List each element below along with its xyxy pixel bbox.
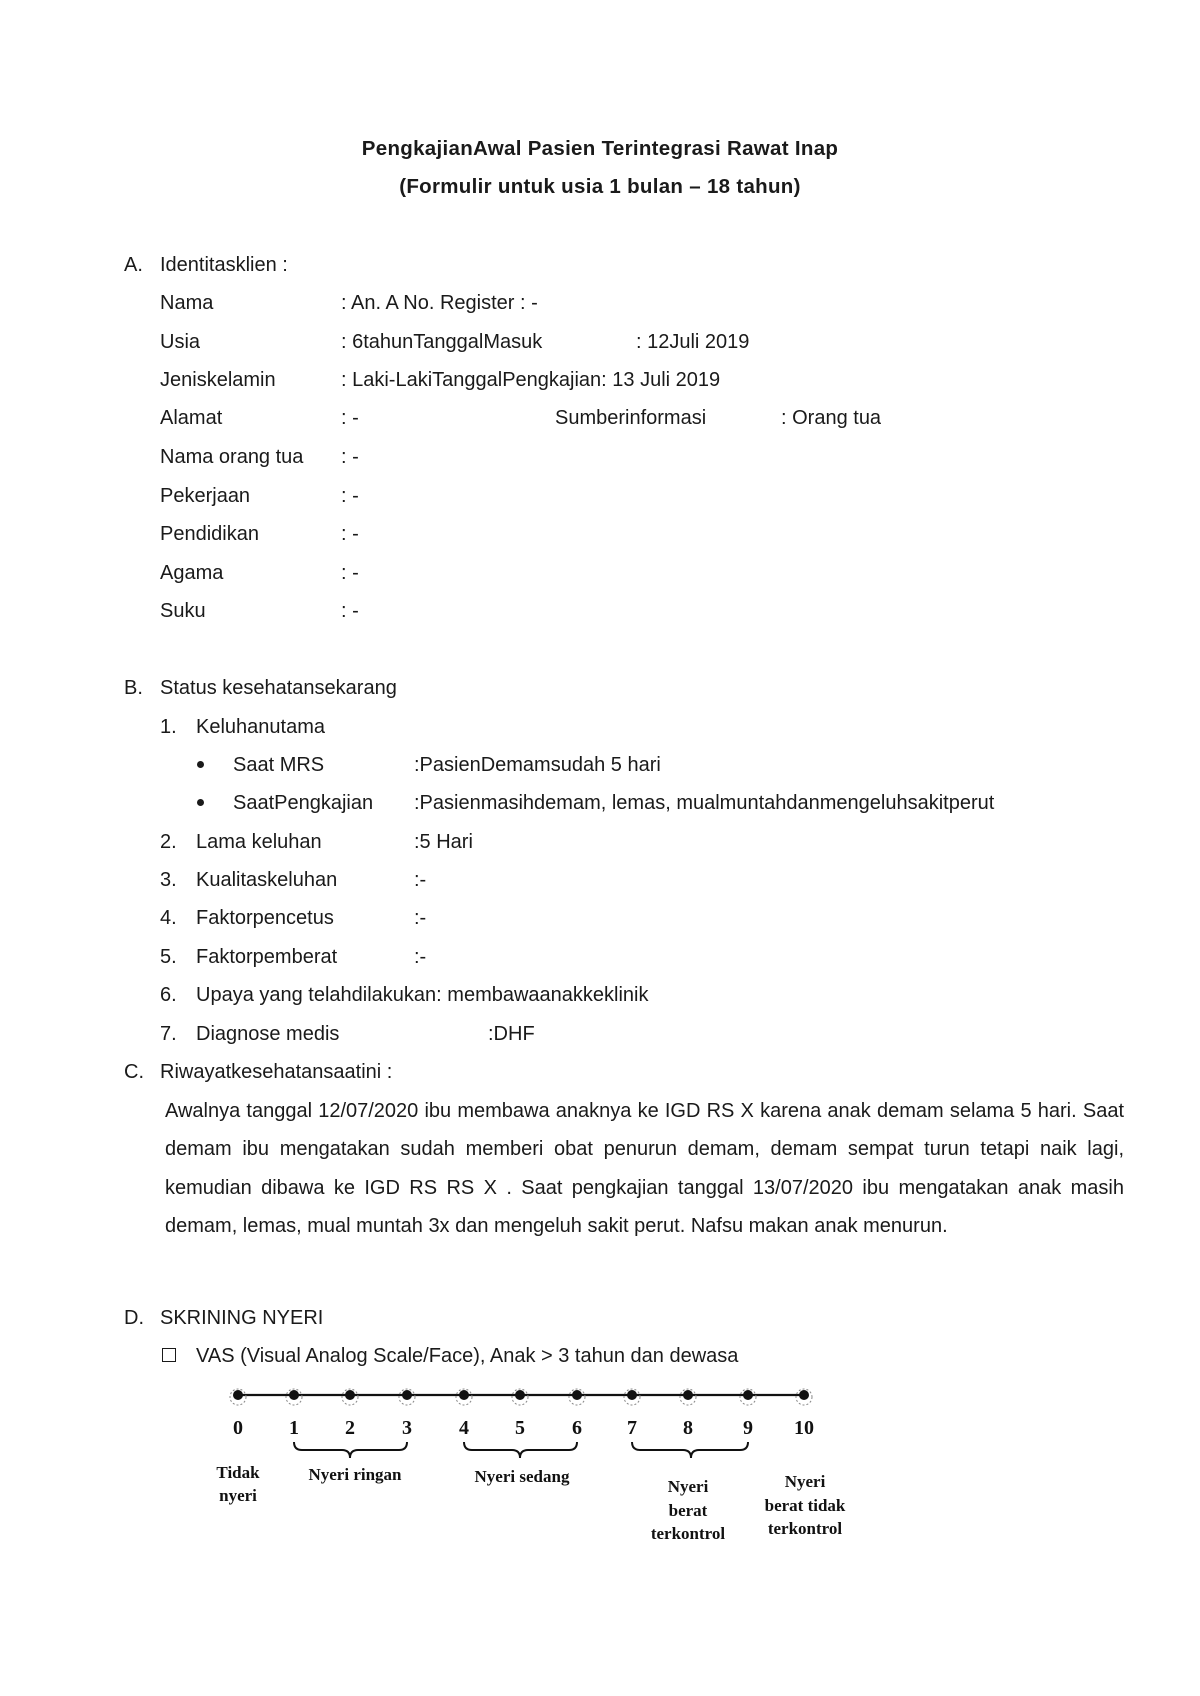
list-label: Keluhanutama: [196, 716, 325, 738]
field-value: : -: [341, 600, 359, 622]
section-heading: Riwayatkesehatansaatini :: [160, 1061, 393, 1083]
vas-checkbox[interactable]: [162, 1348, 176, 1362]
list-number: 2.: [160, 831, 177, 853]
cat-severe-line1: Nyeri: [667, 1477, 709, 1496]
list-value: :DHF: [488, 1023, 535, 1045]
field-label: Agama: [160, 562, 224, 584]
scale-numbers: [233, 1417, 814, 1439]
scale-number: 7: [627, 1417, 637, 1439]
section-heading: SKRINING NYERI: [160, 1307, 324, 1329]
field-label: Sumberinformasi: [555, 407, 707, 429]
cat-uncontrolled-line2: berat tidak: [764, 1496, 846, 1515]
cat-severe-line2: berat: [668, 1501, 708, 1520]
field-label: Nama: [160, 292, 214, 314]
list-number: 5.: [160, 946, 177, 968]
form-subtitle: (Formulir untuk usia 1 bulan – 18 tahun): [399, 175, 801, 198]
field-value: : 6tahunTanggalMasuk: [341, 331, 543, 353]
field-value: : -: [341, 562, 359, 584]
list-number: 4.: [160, 907, 177, 929]
field-value: : Laki-LakiTanggalPengkajian: 13 Juli 2019: [341, 369, 721, 391]
list-label: Kualitaskeluhan: [196, 869, 338, 891]
field-value: : -: [341, 485, 359, 507]
cat-none-line2: nyeri: [219, 1486, 257, 1505]
list-label: SaatPengkajian: [233, 792, 374, 814]
field-label: Pekerjaan: [160, 485, 251, 507]
scale-number: 9: [743, 1417, 753, 1439]
section-marker: C.: [124, 1061, 144, 1083]
field-label: Usia: [160, 331, 201, 353]
section-marker: D.: [124, 1307, 144, 1329]
cat-none-line1: Tidak: [216, 1463, 260, 1482]
scale-point: [743, 1390, 753, 1400]
field-value: : -: [341, 446, 359, 468]
scale-point: [233, 1390, 243, 1400]
field-label: Pendidikan: [160, 523, 259, 545]
scale-number: 3: [402, 1417, 412, 1439]
field-value: : Orang tua: [781, 407, 882, 429]
field-value: : An. A No. Register : -: [341, 292, 538, 314]
scale-point: [402, 1390, 412, 1400]
list-value: :-: [414, 869, 427, 891]
list-label: Faktorpencetus: [196, 907, 334, 929]
list-text: Upaya yang telahdilakukan: membawaanakkeklinik: [196, 984, 649, 1006]
list-number: 3.: [160, 869, 177, 891]
form-title: PengkajianAwal Pasien Terintegrasi Rawat Inap: [361, 137, 839, 160]
field-label: Alamat: [160, 407, 223, 429]
scale-number: 5: [515, 1417, 525, 1439]
scale-point: [515, 1390, 525, 1400]
list-label: Lama keluhan: [196, 831, 322, 853]
cat-uncontrolled-line3: terkontrol: [767, 1519, 843, 1538]
cat-severe-line3: terkontrol: [650, 1524, 726, 1540]
brace-severe: [632, 1442, 748, 1458]
scale-point: [345, 1390, 355, 1400]
section-marker: A.: [124, 254, 143, 276]
scale-number: 10: [794, 1417, 814, 1439]
list-label: Faktorpemberat: [196, 946, 338, 968]
scale-point: [627, 1390, 637, 1400]
list-number: 1.: [160, 716, 177, 738]
scale-number: 0: [233, 1417, 243, 1439]
field-value: : -: [341, 407, 359, 429]
list-number: 7.: [160, 1023, 177, 1045]
field-value: : 12Juli 2019: [636, 331, 750, 353]
scale-number: 4: [459, 1417, 469, 1439]
scale-point: [289, 1390, 299, 1400]
brace-mild: [294, 1442, 407, 1458]
bullet-icon: [197, 799, 204, 806]
cat-uncontrolled-line1: Nyeri: [784, 1472, 826, 1491]
scale-point: [459, 1390, 469, 1400]
section-heading: Status kesehatansekarang: [160, 677, 397, 699]
brace-moderate: [464, 1442, 577, 1458]
cat-mild: Nyeri ringan: [308, 1465, 402, 1484]
field-label: Jeniskelamin: [160, 369, 276, 391]
list-value: :PasienDemamsudah 5 hari: [414, 754, 661, 776]
cat-moderate: Nyeri sedang: [474, 1467, 570, 1486]
history-paragraph: Awalnya tanggal 12/07/2020 ibu membawa anaknya ke IGD RS X karena anak demam selama 5 hari. Saat demam ibu mengatakan sudah memberi obat penurun demam, demam sempat turun tetapi naik lagi, kemudian dibawa ke IGD RS RS X . Saat pengkajian tanggal 13/07/2020 ibu mengatakan anak masih demam, lemas, mual muntah 3x dan mengeluh sakit perut. Nafsu makan anak menurun.: [165, 1100, 1124, 1238]
list-value: :5 Hari: [414, 831, 473, 853]
scale-points: [230, 1389, 812, 1405]
scale-point: [799, 1390, 809, 1400]
section-marker: B.: [124, 677, 143, 699]
field-value: : -: [341, 523, 359, 545]
list-number: 6.: [160, 984, 177, 1006]
list-label: Diagnose medis: [196, 1023, 340, 1045]
list-value: :-: [414, 946, 427, 968]
scale-number: 2: [345, 1417, 355, 1439]
scale-point: [572, 1390, 582, 1400]
scale-number: 1: [289, 1417, 299, 1439]
field-label: Suku: [160, 600, 206, 622]
bullet-icon: [197, 761, 204, 768]
vas-label: VAS (Visual Analog Scale/Face), Anak > 3 tahun dan dewasa: [196, 1345, 739, 1367]
scale-point: [683, 1390, 693, 1400]
list-label: Saat MRS: [233, 754, 325, 776]
list-value: :Pasienmasihdemam, lemas, mualmuntahdanmengeluhsakitperut: [414, 792, 995, 814]
scale-number: 8: [683, 1417, 693, 1439]
section-heading: Identitasklien :: [160, 254, 288, 276]
list-value: :-: [414, 907, 427, 929]
scale-number: 6: [572, 1417, 582, 1439]
pain-scale-figure: [200, 1370, 860, 1540]
field-label: Nama orang tua: [160, 446, 304, 468]
